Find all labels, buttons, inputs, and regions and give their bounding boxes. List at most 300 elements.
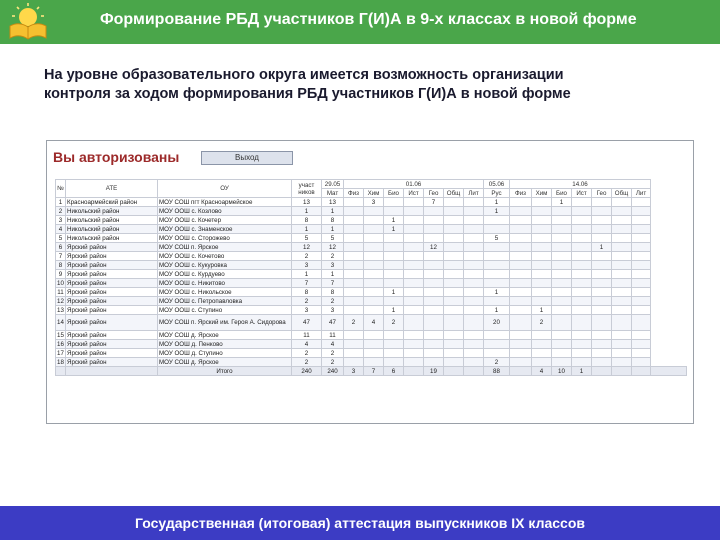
table-cell	[364, 340, 384, 349]
table-cell	[444, 288, 464, 297]
table-cell	[632, 234, 651, 243]
col-participants: участ ников	[292, 180, 322, 198]
table-cell: МОУ ООШ с. Козлово	[158, 207, 292, 216]
table-cell: 7	[322, 279, 344, 288]
participants-table	[55, 179, 687, 376]
table-cell	[364, 270, 384, 279]
table-cell	[404, 279, 424, 288]
table-cell: 8	[56, 261, 66, 270]
table-cell: 11	[292, 331, 322, 340]
table-cell	[632, 306, 651, 315]
table-cell	[532, 297, 552, 306]
table-cell	[510, 340, 532, 349]
table-cell: МОУ ООШ с. Никольское	[158, 288, 292, 297]
col-subject: Ист	[572, 189, 592, 198]
table-cell	[464, 367, 484, 376]
table-cell: 3	[292, 261, 322, 270]
col-subject: Лит	[464, 189, 484, 198]
table-cell	[510, 225, 532, 234]
table-cell	[444, 367, 464, 376]
table-cell: МОУ ООШ с. Знаменское	[158, 225, 292, 234]
table-row	[56, 261, 687, 270]
table-cell	[444, 315, 464, 331]
table-cell: 1	[552, 198, 572, 207]
col-date-0106: 01.06	[344, 180, 484, 189]
table-cell	[384, 270, 404, 279]
table-cell	[384, 358, 404, 367]
table-cell	[552, 279, 572, 288]
table-cell: 88	[484, 367, 510, 376]
table-cell	[632, 270, 651, 279]
table-cell	[552, 261, 572, 270]
table-cell	[552, 207, 572, 216]
table-cell	[404, 367, 424, 376]
table-cell	[404, 225, 424, 234]
table-row	[56, 234, 687, 243]
table-cell	[552, 358, 572, 367]
table-cell	[612, 297, 632, 306]
table-cell	[592, 331, 612, 340]
table-cell	[612, 216, 632, 225]
table-cell	[592, 207, 612, 216]
table-cell	[344, 288, 364, 297]
table-cell: 5	[292, 234, 322, 243]
table-cell: 7	[292, 279, 322, 288]
table-cell: 13	[57, 306, 64, 314]
table-cell	[364, 358, 384, 367]
col-subject: Ист	[404, 189, 424, 198]
table-cell: МОУ ООШ с. Кочетер	[158, 216, 292, 225]
table-cell	[552, 315, 572, 331]
table-cell	[532, 331, 552, 340]
table-cell	[632, 331, 651, 340]
table-cell	[532, 252, 552, 261]
table-cell	[632, 279, 651, 288]
table-cell	[632, 216, 651, 225]
table-cell	[444, 306, 464, 315]
table-cell: 7	[56, 252, 66, 261]
table-cell: 2	[292, 297, 322, 306]
table-cell	[344, 270, 364, 279]
table-cell	[532, 243, 552, 252]
table-cell	[364, 279, 384, 288]
table-cell	[384, 297, 404, 306]
table-cell: 47	[292, 315, 322, 331]
table-cell	[612, 279, 632, 288]
table-cell: Никольский район	[66, 216, 158, 225]
table-cell	[444, 270, 464, 279]
table-cell	[572, 306, 592, 315]
table-row	[56, 349, 687, 358]
table-cell	[424, 340, 444, 349]
table-cell	[344, 207, 364, 216]
table-cell: 11	[57, 288, 64, 296]
table-cell: Ярский район	[66, 270, 158, 279]
table-cell: МОУ ООШ с. Кочетово	[158, 252, 292, 261]
table-cell	[552, 252, 572, 261]
table-cell	[364, 207, 384, 216]
auth-status: Вы авторизованы	[53, 149, 180, 165]
table-cell: 10	[552, 367, 572, 376]
table-cell	[592, 315, 612, 331]
table-cell	[384, 207, 404, 216]
table-cell	[424, 207, 444, 216]
table-cell	[384, 279, 404, 288]
table-cell	[404, 243, 424, 252]
table-cell	[444, 297, 464, 306]
col-subject: Рус	[484, 189, 510, 198]
table-cell	[464, 252, 484, 261]
table-cell	[632, 349, 651, 358]
table-row	[56, 315, 687, 331]
table-cell	[510, 349, 532, 358]
table-row	[56, 207, 687, 216]
table-cell: 7	[364, 367, 384, 376]
table-cell	[384, 349, 404, 358]
table-cell	[532, 279, 552, 288]
table-cell	[552, 234, 572, 243]
table-cell	[572, 261, 592, 270]
table-cell: 2	[384, 315, 404, 331]
table-cell	[404, 216, 424, 225]
table-cell	[632, 340, 651, 349]
table-cell	[572, 331, 592, 340]
table-cell	[592, 225, 612, 234]
table-cell	[424, 297, 444, 306]
table-cell	[364, 234, 384, 243]
table-cell	[572, 234, 592, 243]
table-cell	[444, 358, 464, 367]
table-cell	[552, 225, 572, 234]
table-cell	[592, 198, 612, 207]
table-cell: 2	[532, 315, 552, 331]
intro-text	[44, 66, 684, 104]
table-row	[56, 279, 687, 288]
table-cell	[464, 216, 484, 225]
intro-line-2: контроля за ходом формирования РБД участников Г(И)А в новой форме	[44, 86, 571, 102]
table-cell	[444, 198, 464, 207]
table-cell	[552, 349, 572, 358]
table-cell	[444, 207, 464, 216]
table-cell	[632, 261, 651, 270]
table-cell	[510, 198, 532, 207]
table-cell: 13	[322, 198, 344, 207]
table-cell	[612, 252, 632, 261]
table-cell	[56, 367, 66, 376]
table-cell	[344, 340, 364, 349]
table-cell	[510, 315, 532, 331]
table-cell	[364, 261, 384, 270]
table-cell	[404, 315, 424, 331]
table-cell	[632, 358, 651, 367]
table-cell: 4	[292, 340, 322, 349]
table-cell	[444, 279, 464, 288]
table-cell	[532, 358, 552, 367]
table-cell	[552, 331, 572, 340]
table-cell	[632, 297, 651, 306]
table-cell	[552, 288, 572, 297]
table-cell	[464, 297, 484, 306]
table-row	[56, 358, 687, 367]
table-cell: 13	[292, 198, 322, 207]
table-cell	[510, 367, 532, 376]
table-cell	[484, 279, 510, 288]
table-cell	[464, 207, 484, 216]
intro-line-1: На уровне образовательного округа имеется возможность организации	[44, 67, 564, 83]
table-cell	[510, 331, 532, 340]
table-cell	[404, 198, 424, 207]
table-cell	[510, 234, 532, 243]
table-cell	[592, 252, 612, 261]
table-cell	[592, 279, 612, 288]
table-cell	[592, 216, 612, 225]
table-cell	[552, 216, 572, 225]
table-cell	[344, 234, 364, 243]
table-cell	[404, 340, 424, 349]
table-cell	[424, 288, 444, 297]
table-cell	[612, 340, 632, 349]
table-cell	[572, 297, 592, 306]
table-cell: Ярский район	[66, 358, 158, 367]
table-cell: 15	[57, 331, 64, 339]
table-cell	[632, 367, 651, 376]
col-date-0506: 05.06	[484, 180, 510, 189]
col-subject: Био	[552, 189, 572, 198]
table-cell	[510, 207, 532, 216]
table-cell	[612, 207, 632, 216]
table-cell: 5	[484, 234, 510, 243]
table-cell: Ярский район	[66, 261, 158, 270]
table-cell	[344, 225, 364, 234]
table-cell: Ярский район	[66, 243, 158, 252]
table-cell	[424, 234, 444, 243]
table-cell: 2	[56, 207, 66, 216]
table-cell	[404, 358, 424, 367]
table-cell: 1	[384, 306, 404, 315]
table-row	[56, 225, 687, 234]
table-cell	[632, 207, 651, 216]
table-row	[56, 297, 687, 306]
table-cell: 8	[292, 288, 322, 297]
table-cell	[344, 349, 364, 358]
table-cell: 2	[322, 297, 344, 306]
table-cell	[532, 234, 552, 243]
table-cell	[444, 243, 464, 252]
table-cell: 20	[484, 315, 510, 331]
table-cell: МОУ СОШ п. Ярское	[158, 243, 292, 252]
table-cell: 3	[344, 367, 364, 376]
table-cell	[404, 297, 424, 306]
table-cell: Ярский район	[66, 315, 158, 331]
logout-button[interactable]: Выход	[201, 151, 293, 165]
table-cell: 8	[292, 216, 322, 225]
table-cell: Ярский район	[66, 306, 158, 315]
table-cell	[384, 198, 404, 207]
table-cell	[464, 279, 484, 288]
table-cell	[612, 306, 632, 315]
table-cell	[572, 279, 592, 288]
table-cell	[344, 358, 364, 367]
table-cell	[364, 225, 384, 234]
table-cell	[464, 243, 484, 252]
table-row	[56, 331, 687, 340]
table-cell	[424, 358, 444, 367]
table-cell	[424, 216, 444, 225]
table-cell: Никольский район	[66, 207, 158, 216]
table-cell	[510, 288, 532, 297]
table-cell: 1	[322, 225, 344, 234]
table-cell	[424, 349, 444, 358]
table-cell	[510, 306, 532, 315]
table-cell	[484, 349, 510, 358]
col-subject: Био	[384, 189, 404, 198]
table-cell	[484, 261, 510, 270]
table-cell	[510, 358, 532, 367]
table-cell: 2	[322, 349, 344, 358]
table-cell	[632, 315, 651, 331]
table-cell: 5	[56, 234, 66, 243]
table-cell: Ярский район	[66, 288, 158, 297]
table-cell	[592, 261, 612, 270]
table-cell	[464, 288, 484, 297]
table-cell: 1	[532, 306, 552, 315]
table-cell: 1	[322, 207, 344, 216]
table-cell: 4	[364, 315, 384, 331]
table-cell: 17	[57, 349, 64, 357]
table-cell: 240	[292, 367, 322, 376]
table-cell: 8	[322, 288, 344, 297]
table-cell: 1	[484, 288, 510, 297]
col-subject: Гео	[424, 189, 444, 198]
table-cell	[510, 243, 532, 252]
table-cell	[552, 297, 572, 306]
table-cell	[612, 367, 632, 376]
table-cell	[632, 252, 651, 261]
table-cell: 2	[344, 315, 364, 331]
table-cell	[572, 198, 592, 207]
table-cell	[592, 306, 612, 315]
table-cell: 6	[56, 243, 66, 252]
table-cell	[532, 270, 552, 279]
table-cell	[464, 225, 484, 234]
table-cell	[592, 288, 612, 297]
table-cell	[651, 367, 687, 376]
table-cell: 3	[56, 216, 66, 225]
table-cell	[404, 306, 424, 315]
table-cell: Никольский район	[66, 234, 158, 243]
col-number: №	[56, 180, 66, 198]
table-cell	[572, 340, 592, 349]
table-cell: Ярский район	[66, 331, 158, 340]
table-cell	[612, 261, 632, 270]
table-cell	[552, 306, 572, 315]
table-cell	[552, 243, 572, 252]
table-cell: 16	[57, 340, 64, 348]
table-cell	[572, 358, 592, 367]
table-cell	[532, 349, 552, 358]
table-cell	[344, 306, 364, 315]
table-cell	[444, 331, 464, 340]
table-cell	[484, 331, 510, 340]
table-cell	[424, 306, 444, 315]
footer-bar	[0, 506, 720, 540]
table-cell: 2	[292, 252, 322, 261]
table-cell: МОУ СОШ п. Ярский им. Героя А. Сидорова	[158, 315, 292, 331]
col-subject: Хим	[532, 189, 552, 198]
table-cell	[444, 261, 464, 270]
table-cell	[464, 261, 484, 270]
table-cell	[510, 216, 532, 225]
total-label: Итого	[158, 367, 292, 376]
table-cell	[444, 252, 464, 261]
table-cell	[572, 315, 592, 331]
table-cell: 1	[572, 367, 592, 376]
table-cell: МОУ ООШ д. Ступино	[158, 349, 292, 358]
table-cell	[484, 216, 510, 225]
col-subject: Лит	[632, 189, 651, 198]
table-cell	[484, 225, 510, 234]
table-cell	[344, 279, 364, 288]
table-cell: 14	[56, 315, 66, 331]
table-cell	[510, 252, 532, 261]
total-row	[56, 367, 687, 376]
table-cell	[592, 340, 612, 349]
table-cell	[572, 243, 592, 252]
table-cell: 10	[57, 279, 64, 287]
table-cell	[532, 225, 552, 234]
table-cell	[364, 243, 384, 252]
table-cell: 1	[484, 207, 510, 216]
table-cell: МОУ ООШ с. Ступино	[158, 306, 292, 315]
table-cell: 12	[424, 243, 444, 252]
table-cell: 19	[424, 367, 444, 376]
table-cell: МОУ ООШ с. Никитово	[158, 279, 292, 288]
table-row	[56, 198, 687, 207]
table-cell	[484, 340, 510, 349]
table-cell	[510, 261, 532, 270]
table-cell	[424, 279, 444, 288]
table-cell: Ярский район	[66, 297, 158, 306]
table-cell: 1	[384, 225, 404, 234]
table-cell: 1	[384, 216, 404, 225]
table-cell: 5	[322, 234, 344, 243]
table-cell	[344, 331, 364, 340]
table-cell	[364, 288, 384, 297]
table-cell	[510, 270, 532, 279]
table-cell: 9	[56, 270, 66, 279]
table-cell	[592, 367, 612, 376]
table-cell	[572, 288, 592, 297]
table-cell	[552, 340, 572, 349]
table-cell: 1	[292, 270, 322, 279]
table-cell	[632, 198, 651, 207]
table-cell	[444, 234, 464, 243]
table-cell: МОУ ООШ с. Сторожево	[158, 234, 292, 243]
table-cell: МОУ СОШ д. Ярское	[158, 331, 292, 340]
table-cell	[384, 331, 404, 340]
table-cell	[344, 243, 364, 252]
col-subject: Мат	[322, 189, 344, 198]
table-cell: 3	[364, 198, 384, 207]
page-title: Формирование РБД участников Г(И)А в 9-х классах в новой форме	[100, 11, 637, 28]
table-cell	[344, 297, 364, 306]
table-cell: 1	[592, 243, 612, 252]
table-cell	[364, 216, 384, 225]
table-cell: МОУ ООШ д. Пенково	[158, 340, 292, 349]
table-cell	[572, 216, 592, 225]
table-row	[56, 216, 687, 225]
table-cell	[464, 234, 484, 243]
